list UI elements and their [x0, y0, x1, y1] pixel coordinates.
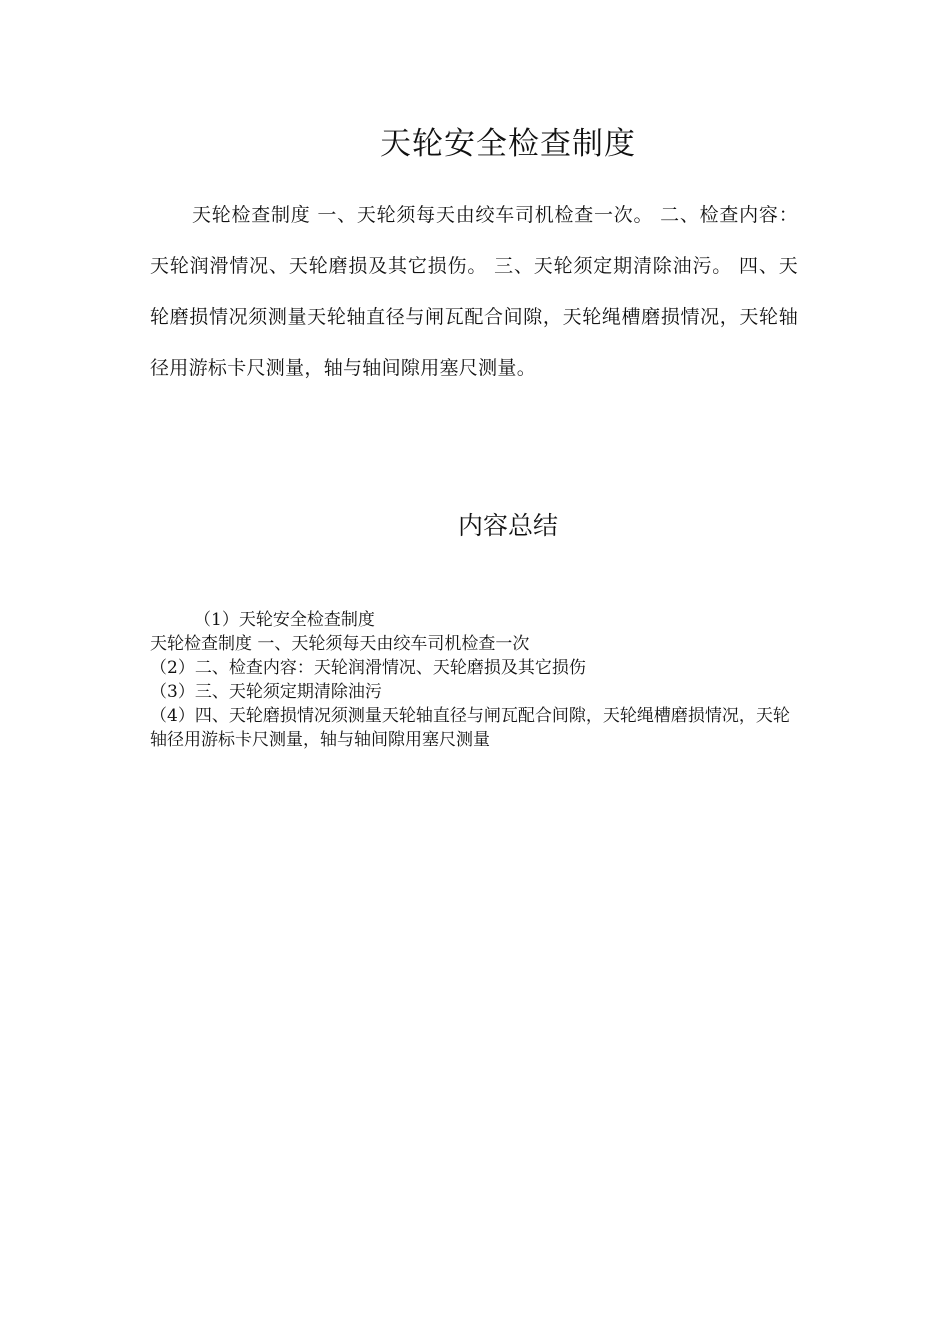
summary-line-4: （3）三、天轮须定期清除油污	[150, 682, 382, 702]
summary-title: 内容总结	[457, 511, 558, 540]
document-title: 天轮安全检查制度	[380, 126, 636, 162]
document-body: 天轮检查制度 一、天轮须每天由绞车司机检查一次。 二、检查内容：天轮润滑情况、天轮磨损及其它损伤。 三、天轮须定期清除油污。 四、天轮磨损情况须测量天轮轴直径与闸瓦配合间隙，天轮绳槽磨损情况，天轮轴径用游标卡尺测量，轴与轴间隙用塞尺测量。	[150, 204, 798, 379]
summary-line-2: 天轮检查制度 一、天轮须每天由绞车司机检查一次	[150, 634, 530, 654]
summary-line-5: （4）四、天轮磨损情况须测量天轮轴直径与闸瓦配合间隙，天轮绳槽磨损情况，天轮轴径用游标卡尺测量，轴与轴间隙用塞尺测量	[150, 706, 790, 750]
summary-list	[150, 608, 795, 752]
summary-line-1: （1）天轮安全检查制度	[194, 610, 375, 630]
summary-line-3: （2）二、检查内容：天轮润滑情况、天轮磨损及其它损伤	[150, 658, 586, 678]
